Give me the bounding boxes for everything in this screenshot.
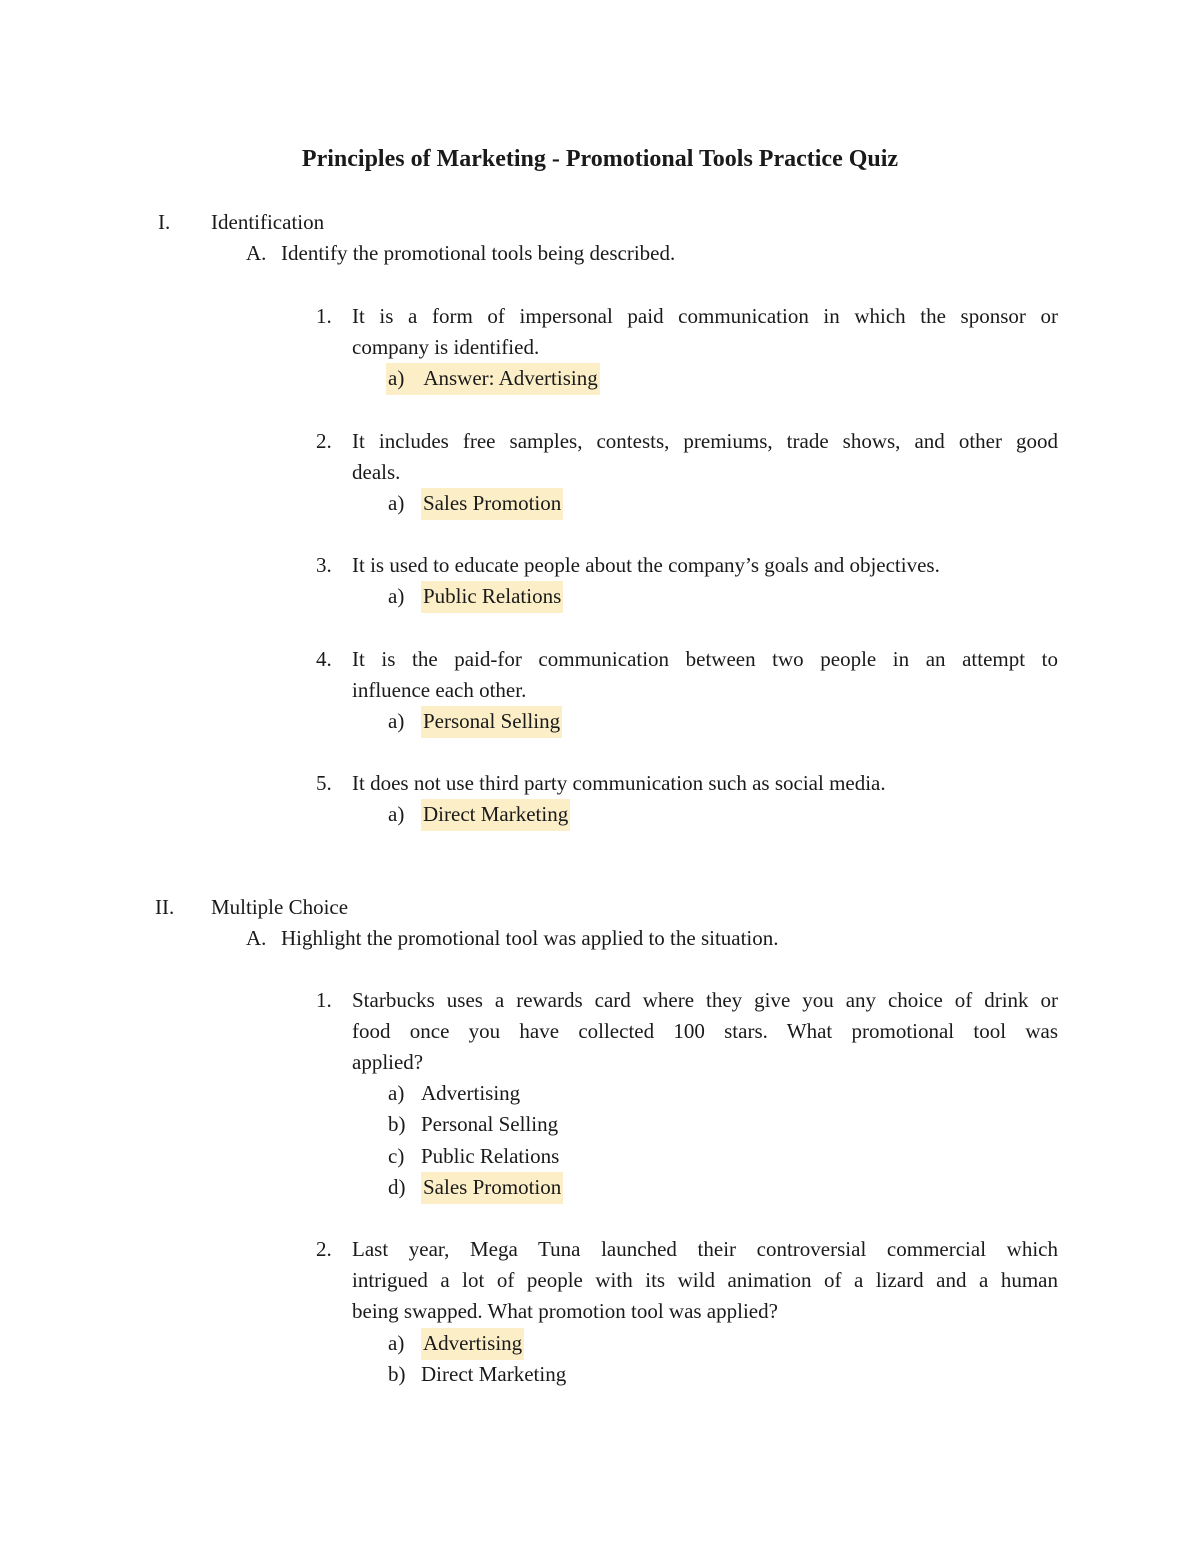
option-letter: a) (388, 709, 405, 733)
question-number: 1. (316, 304, 332, 328)
answer-highlight (386, 363, 600, 395)
question-text-line: It is a form of impersonal paid communication in which the sponsor or (352, 304, 1058, 328)
section-1-sub-letter: A. (246, 241, 267, 265)
question-number: 5. (316, 771, 332, 795)
answer-text: Public Relations (421, 581, 563, 613)
option-letter: c) (388, 1144, 405, 1168)
option-letter: b) (388, 1362, 406, 1386)
option-text-highlighted: Advertising (421, 1328, 524, 1360)
question-text-line: company is identified. (352, 335, 540, 359)
option-letter: a) (388, 1331, 405, 1355)
question-text-line: influence each other. (352, 678, 527, 702)
question-number: 4. (316, 647, 332, 671)
question-text-line: Last year, Mega Tuna launched their controversial commercial which (352, 1237, 1058, 1261)
section-1-instruction: Identify the promotional tools being described. (281, 241, 676, 265)
answer-text: Answer: Advertising (423, 366, 598, 390)
question-text-line: Starbucks uses a rewards card where they give you any choice of drink or (352, 988, 1058, 1012)
section-2-sub-letter: A. (246, 926, 267, 950)
answer-text: Personal Selling (421, 706, 562, 738)
question-text-line: food once you have collected 100 stars. What promotional tool was (352, 1019, 1058, 1043)
option-text: Direct Marketing (421, 1362, 567, 1386)
option-text: Public Relations (421, 1144, 560, 1168)
answer-text: Direct Marketing (421, 799, 570, 831)
option-letter: a) (388, 491, 405, 515)
section-1-heading: Identification (211, 210, 325, 234)
question-text-line: It does not use third party communication such as social media. (352, 771, 886, 795)
section-1-numeral: I. (158, 210, 171, 234)
option-letter: a) (388, 802, 405, 826)
section-2-heading: Multiple Choice (211, 895, 349, 919)
answer-text: Sales Promotion (421, 488, 563, 520)
option-text-highlighted: Sales Promotion (421, 1172, 563, 1204)
option-letter: a) (388, 1081, 405, 1105)
section-2-numeral: II. (155, 895, 175, 919)
question-number: 2. (316, 1237, 332, 1261)
question-number: 2. (316, 429, 332, 453)
question-text-line: applied? (352, 1050, 424, 1074)
option-letter: b) (388, 1112, 406, 1136)
option-letter: a) (388, 584, 405, 608)
option-letter: a) (388, 366, 405, 390)
option-text: Advertising (421, 1081, 521, 1105)
question-text-line: deals. (352, 460, 401, 484)
section-2-instruction: Highlight the promotional tool was applied to the situation. (281, 926, 779, 950)
question-text-line: intrigued a lot of people with its wild animation of a lizard and a human (352, 1268, 1058, 1292)
question-text-line: It is used to educate people about the company’s goals and objectives. (352, 553, 940, 577)
question-text-line: It is the paid-for communication between two people in an attempt to (352, 647, 1058, 671)
page-title: Principles of Marketing - Promotional Tools Practice Quiz (301, 146, 899, 172)
question-number: 1. (316, 988, 332, 1012)
question-text-line: being swapped. What promotion tool was applied? (352, 1299, 778, 1323)
question-number: 3. (316, 553, 332, 577)
option-letter: d) (388, 1175, 406, 1199)
question-text-line: It includes free samples, contests, premiums, trade shows, and other good (352, 429, 1058, 453)
option-text: Personal Selling (421, 1112, 559, 1136)
